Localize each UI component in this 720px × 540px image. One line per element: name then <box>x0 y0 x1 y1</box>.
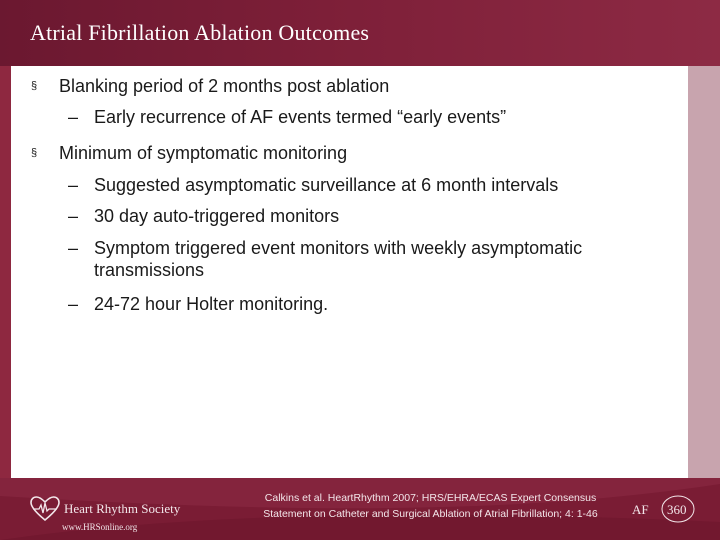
dash-bullet-icon: – <box>68 238 79 258</box>
bullet-item <box>31 75 389 97</box>
square-bullet-icon: § <box>31 147 38 159</box>
sub-bullet-item <box>68 293 328 315</box>
citation-line: Statement on Catheter and Surgical Ablation of Atrial Fibrillation; 4: 1-46 <box>263 508 598 520</box>
bullet-text: Minimum of symptomatic monitoring <box>59 143 348 163</box>
square-bullet-icon: § <box>31 80 38 92</box>
slide-content-panel <box>11 66 688 478</box>
bullet-item <box>31 142 347 164</box>
dash-bullet-icon: – <box>68 107 79 127</box>
right-accent-strip <box>688 66 720 478</box>
hrs-logo[interactable] <box>30 496 180 522</box>
bullet-text: Blanking period of 2 months post ablation <box>59 76 390 96</box>
org-name: Heart Rhythm Society <box>64 501 181 516</box>
sub-bullet-item <box>68 174 558 196</box>
badge-right-text: 360 <box>667 502 687 517</box>
slide-title: Atrial Fibrillation Ablation Outcomes <box>30 20 370 45</box>
sub-bullet-item <box>68 237 628 281</box>
dash-bullet-icon: – <box>68 206 79 226</box>
badge-left-text: AF <box>632 502 649 517</box>
dash-bullet-icon: – <box>68 175 79 195</box>
dash-bullet-icon: – <box>68 294 79 314</box>
citation <box>238 490 623 522</box>
slide-header <box>0 0 720 66</box>
slide-footer <box>0 478 720 540</box>
org-url-link[interactable]: www.HRSonline.org <box>62 522 138 532</box>
sub-bullet-item <box>68 205 339 227</box>
af360-logo-icon <box>626 492 706 526</box>
sub-bullet-item <box>68 106 506 128</box>
sub-bullet-text: Early recurrence of AF events termed “early events” <box>94 107 507 127</box>
citation-line: Calkins et al. HeartRhythm 2007; HRS/EHRA/ECAS Expert Consensus <box>264 492 597 504</box>
sub-bullet-text: Symptom triggered event monitors with weekly asymptomatic transmissions <box>94 238 583 280</box>
sub-bullet-text: 24-72 hour Holter monitoring. <box>94 294 329 314</box>
heart-rhythm-logo-icon <box>30 496 60 522</box>
sub-bullet-text: Suggested asymptomatic surveillance at 6 month intervals <box>94 175 559 195</box>
sub-bullet-text: 30 day auto-triggered monitors <box>94 206 340 226</box>
